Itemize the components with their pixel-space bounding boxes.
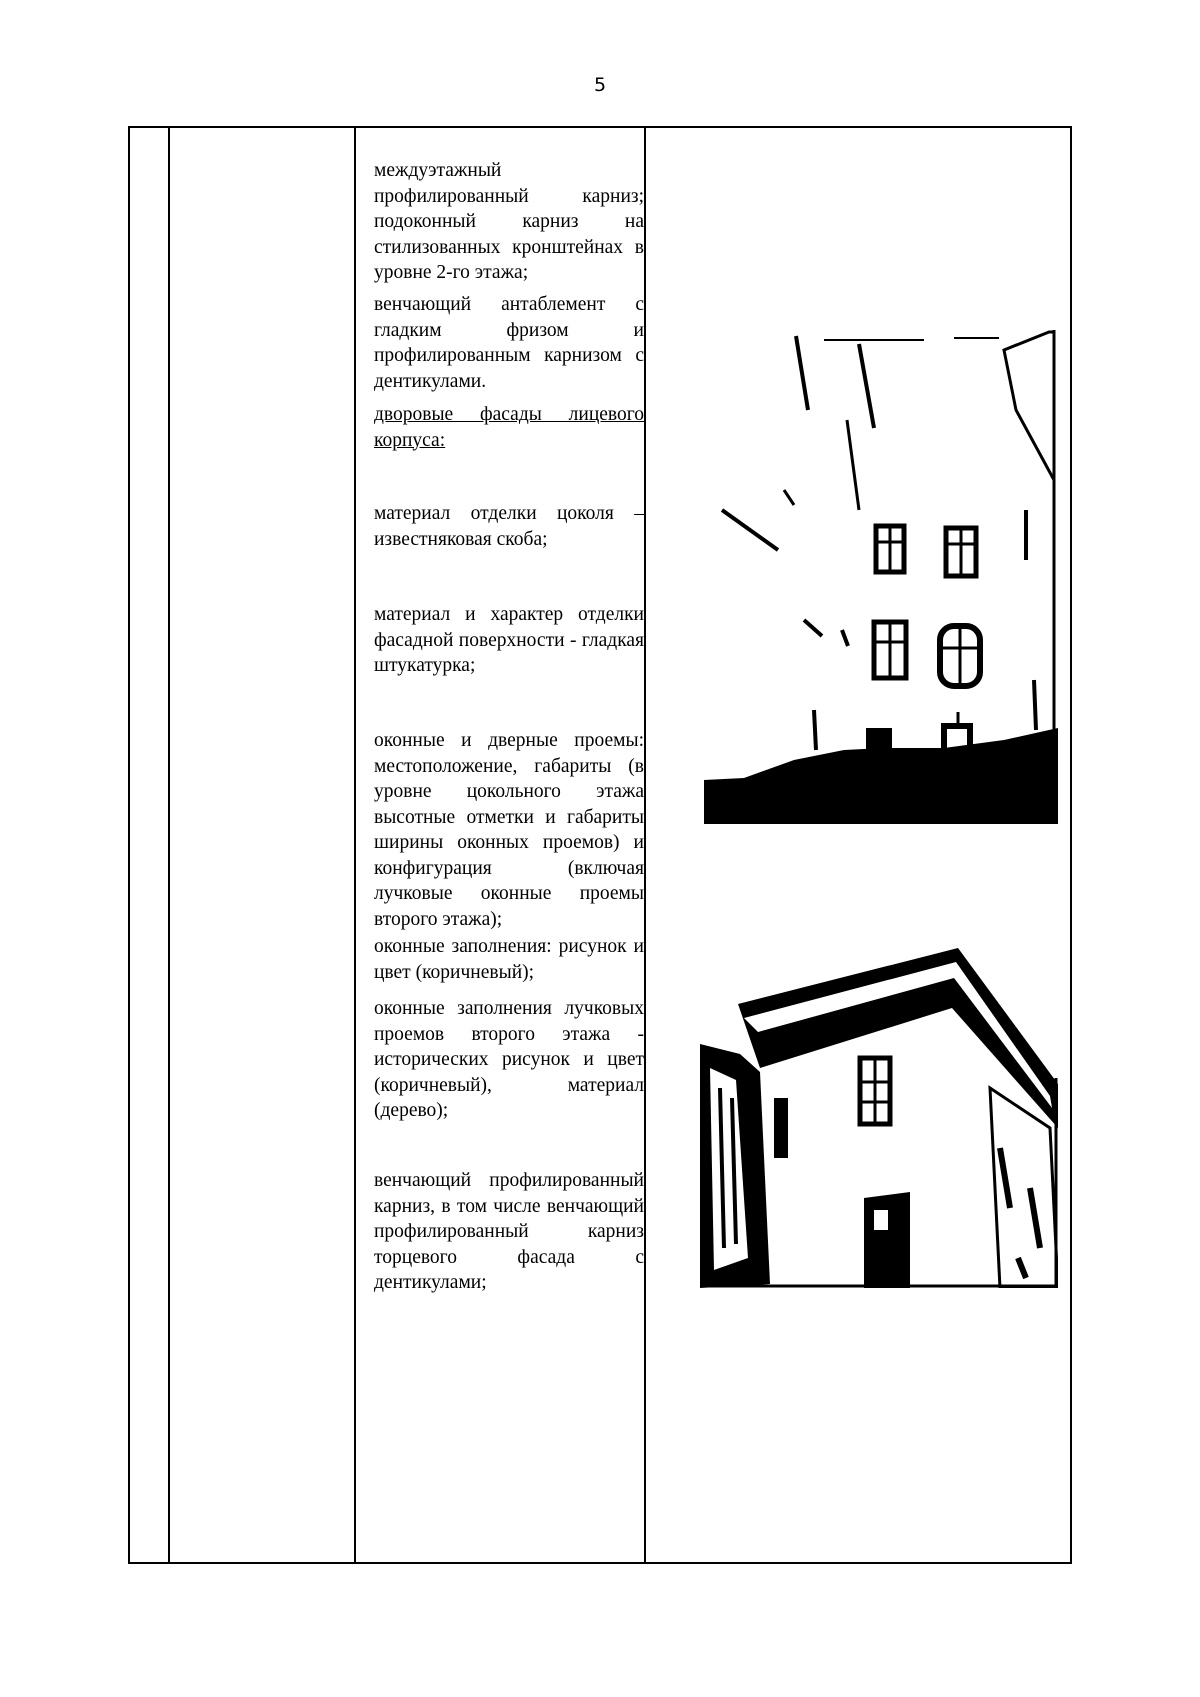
column-divider: [644, 128, 646, 1562]
column-divider: [168, 128, 170, 1562]
description-column: [344, 128, 644, 1562]
paragraph-cornices: междуэтажный профилированный карниз; подоконный карниз на стилизованных кронштейнах в уровне 2-го этажа;: [374, 160, 644, 283]
paragraph-courtyard-heading: дворовые фасады лицевого корпуса:: [374, 404, 644, 451]
page-number: 5: [593, 74, 607, 96]
paragraph-openings: оконные и дверные проемы: местоположение, габариты (в уровне цокольного этажа высотные отметки и габариты ширины оконных проемов) и конфигурация (включая лучковые оконные проемы второго этажа);: [374, 730, 644, 930]
paragraph-plinth: материал отделки цоколя – известняковая скоба;: [374, 503, 644, 550]
paragraph-crowning-cornice: венчающий профилированный карниз, в том числе венчающий профилированный карниз торцевого фасада с дентикулами;: [374, 1170, 644, 1293]
paragraph-window-fillings: оконные заполнения: рисунок и цвет (коричневый);: [374, 936, 644, 983]
building-corner-photo: [700, 948, 1058, 1288]
paragraph-surface: материал и характер отделки фасадной поверхности - гладкая штукатурка;: [374, 604, 644, 676]
courtyard-photo: [704, 330, 1058, 824]
paragraph-arched-windows: оконные заполнения лучковых проемов второго этажа - исторических рисунок и цвет (коричневый), материал (дерево);: [374, 998, 644, 1121]
paragraph-entablature: венчающий антаблемент с гладким фризом и профилированным карнизом с дентикулами.: [374, 294, 644, 392]
